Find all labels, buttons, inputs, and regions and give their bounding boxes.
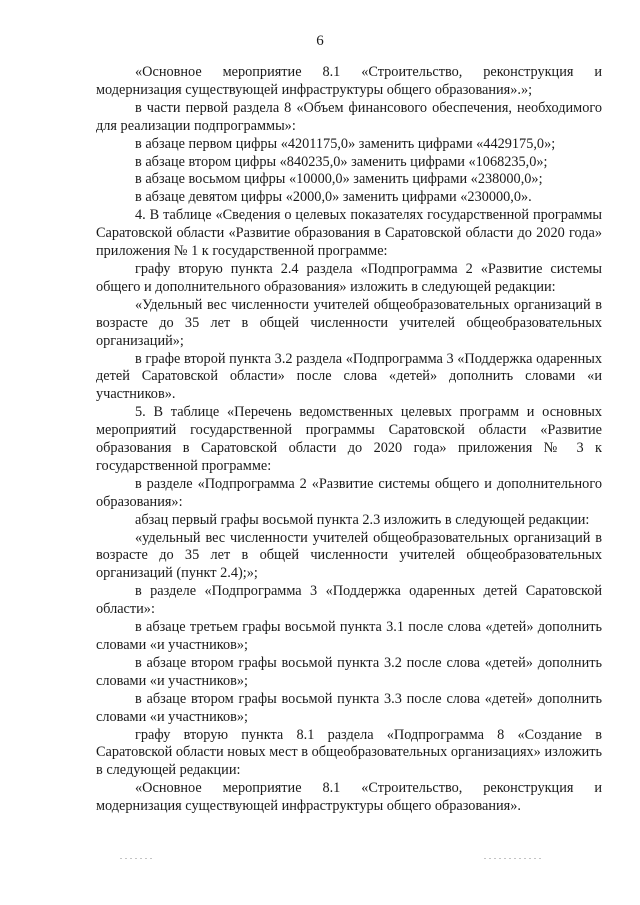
scan-mark-right: [484, 858, 544, 859]
paragraph-column-2-item-8-1: графу вторую пункта 8.1 раздела «Подпрограмма 8 «Создание в Саратовской области новых мест в общеобразовательных организациях» изложить в следующей редакции:: [96, 726, 602, 779]
paragraph-section-subprogram-3: в разделе «Подпрограмма 3 «Поддержка одаренных детей Саратовской области»:: [96, 583, 602, 618]
paragraph-section-subprogram-2: в разделе «Подпрограмма 2 «Развитие системы общего и дополнительного образования»:: [96, 475, 602, 510]
paragraph-item-3-3-participants: в абзаце втором графы восьмой пункта 3.3 после слова «детей» дополнить словами «и участников»;: [96, 690, 602, 725]
paragraph-item-3-2-participants: в абзаце втором графы восьмой пункта 3.2 после слова «детей» дополнить словами «и участников»;: [96, 654, 602, 689]
paragraph-column-8-item-2-3: абзац первый графы восьмой пункта 2.3 изложить в следующей редакции:: [135, 511, 590, 528]
document-body: [96, 64, 602, 816]
paragraph-main-activity-final-quote: «Основное мероприятие 8.1 «Строительство, реконструкция и модернизация существующей инфраструктуры общего образования».: [96, 780, 602, 815]
paragraph-column-2-item-2-4: графу вторую пункта 2.4 раздела «Подпрограмма 2 «Развитие системы общего и дополнительного образования» изложить в следующей редакции:: [96, 260, 602, 295]
page-number: 6: [316, 33, 324, 49]
scan-mark-left: [120, 858, 154, 859]
paragraph-column-2-item-3-2: в графе второй пункта 3.2 раздела «Подпрограмма 3 «Поддержка одаренных детей Саратовской области» после слова «детей» дополнить словами «и участников».: [96, 350, 602, 403]
paragraph-teachers-share-item-2-4-quote: «удельный вес численности учителей общеобразовательных организаций в возрасте до 35 лет в общей численности учителей общеобразовательных организаций (пункт 2.4);»;: [96, 529, 602, 582]
paragraph-item-3-1-participants: в абзаце третьем графы восьмой пункта 3.1 после слова «детей» дополнить словами «и участников»;: [96, 619, 602, 653]
paragraph-first-abzac-figures: в абзаце первом цифры «4201175,0» заменить цифрами «4429175,0»;: [135, 135, 556, 152]
paragraph-eighth-abzac-figures: в абзаце восьмом цифры «10000,0» заменить цифрами «238000,0»;: [135, 171, 543, 188]
paragraph-ninth-abzac-figures: в абзаце девятом цифры «2000,0» заменить цифрами «230000,0».: [135, 189, 532, 206]
paragraph-main-activity-quote: «Основное мероприятие 8.1 «Строительство, реконструкция и модернизация существующей инфраструктуры общего образования».»;: [96, 64, 602, 98]
paragraph-item-4-table: 4. В таблице «Сведения о целевых показателях государственной программы Саратовской области «Развитие образования в Саратовской области до 2020 года» приложения № 1 к государственной программе:: [96, 207, 602, 260]
paragraph-section-8-part-1: в части первой раздела 8 «Объем финансового обеспечения, необходимого для реализации подпрограммы»:: [96, 99, 602, 134]
paragraph-second-abzac-figures: в абзаце втором цифры «840235,0» заменить цифрами «1068235,0»;: [135, 153, 548, 170]
paragraph-teachers-share-quote: «Удельный вес численности учителей общеобразовательных организаций в возрасте до 35 лет в общей численности учителей общеобразовательных организаций»;: [96, 296, 602, 349]
paragraph-item-5-table: 5. В таблице «Перечень ведомственных целевых программ и основных мероприятий государственной программы Саратовской области «Развитие образования в Саратовской области до 2020 года» приложения № 3 к государственной программе:: [96, 404, 602, 474]
